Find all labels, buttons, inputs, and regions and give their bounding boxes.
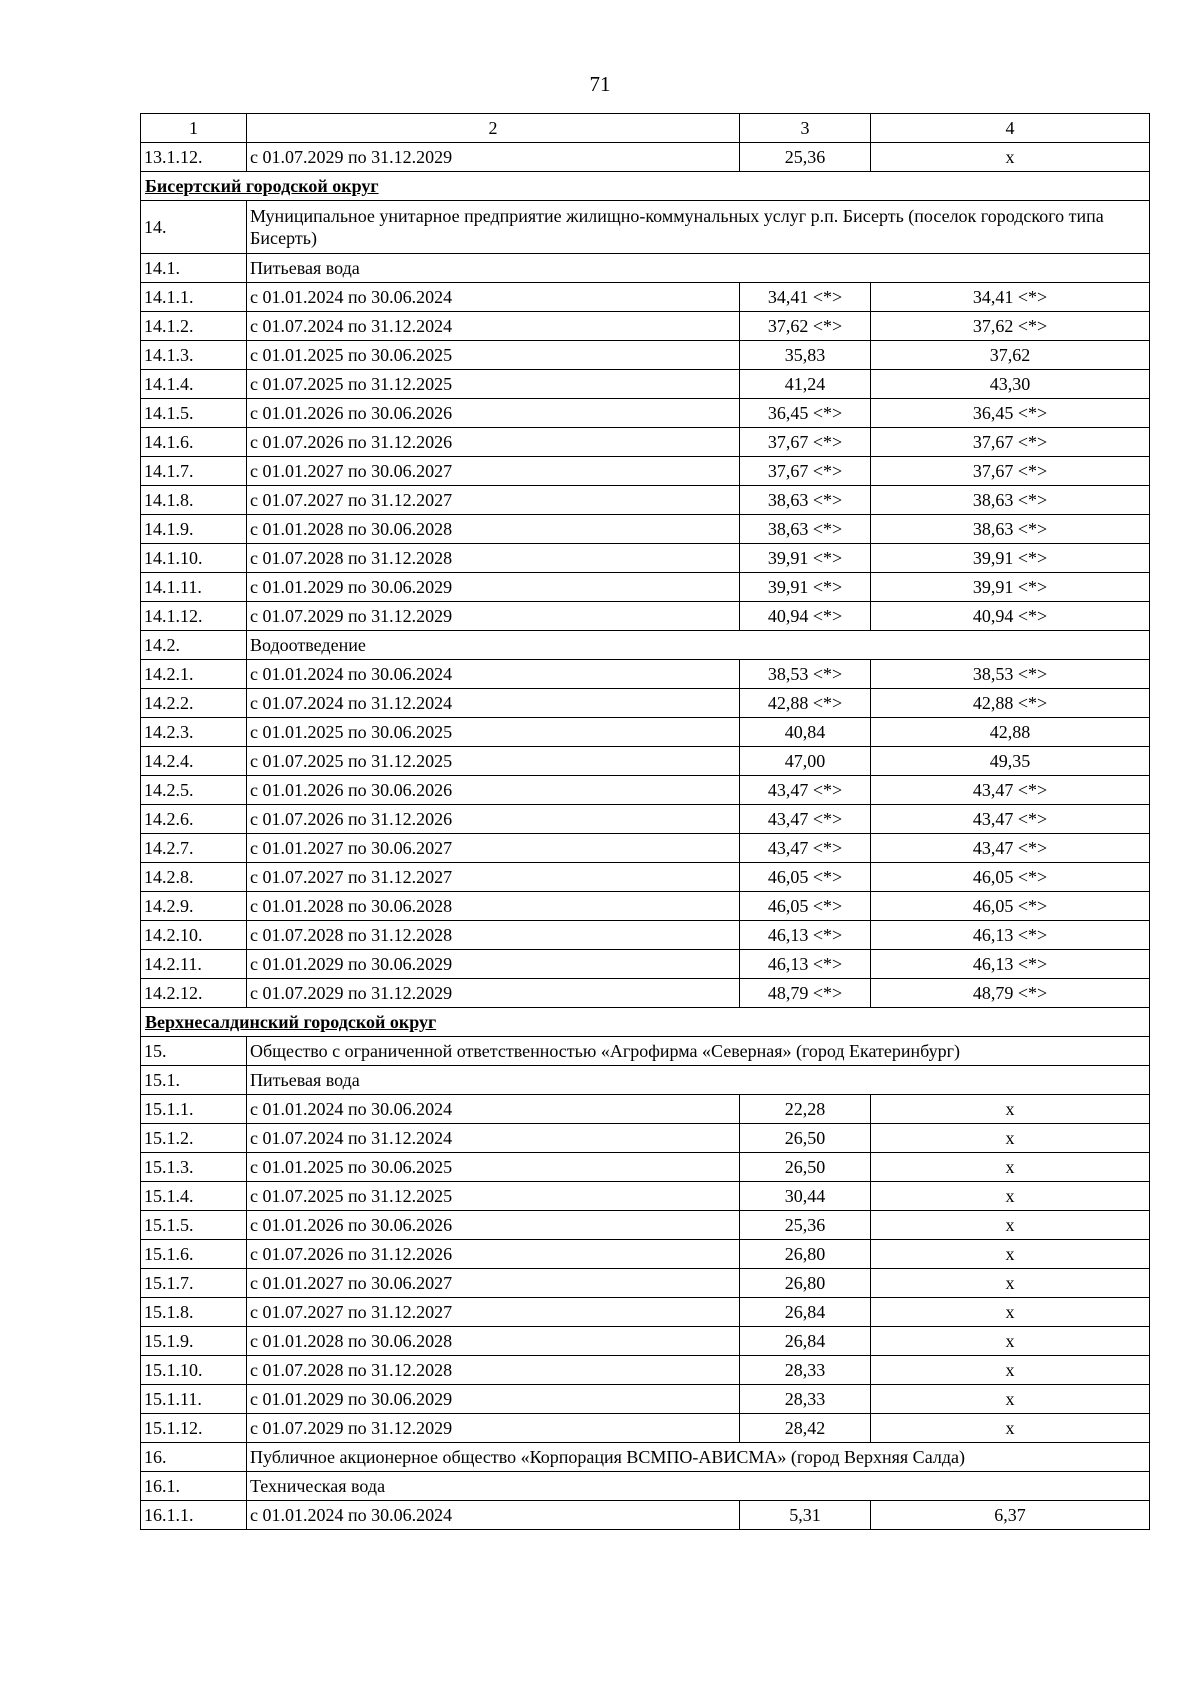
period-cell: с 01.01.2027 по 30.06.2027 bbox=[247, 1269, 740, 1298]
value-cell-col4: х bbox=[871, 1327, 1150, 1356]
row-number: 14.2.4. bbox=[141, 747, 247, 776]
value-cell-col3: 26,50 bbox=[740, 1153, 871, 1182]
value-cell-col3: 34,41 <*> bbox=[740, 283, 871, 312]
period-cell: с 01.07.2027 по 31.12.2027 bbox=[247, 863, 740, 892]
row-number: 14.1.11. bbox=[141, 573, 247, 602]
period-cell: с 01.01.2025 по 30.06.2025 bbox=[247, 718, 740, 747]
value-cell-col3: 28,33 bbox=[740, 1356, 871, 1385]
row-number: 14.2.8. bbox=[141, 863, 247, 892]
value-cell-col4: 43,47 <*> bbox=[871, 776, 1150, 805]
period-cell: с 01.01.2025 по 30.06.2025 bbox=[247, 1153, 740, 1182]
value-cell-col3: 36,45 <*> bbox=[740, 399, 871, 428]
value-cell-col4: х bbox=[871, 1124, 1150, 1153]
value-cell-col4: х bbox=[871, 1298, 1150, 1327]
row-number: 14.2.5. bbox=[141, 776, 247, 805]
period-cell: с 01.07.2024 по 31.12.2024 bbox=[247, 1124, 740, 1153]
subheading-text: Общество с ограниченной ответственностью «Агрофирма «Северная» (город Екатеринбург) bbox=[247, 1037, 1150, 1066]
table-row bbox=[141, 399, 1150, 428]
section-row bbox=[141, 172, 1150, 201]
period-cell: с 01.01.2029 по 30.06.2029 bbox=[247, 573, 740, 602]
value-cell-col4: 38,63 <*> bbox=[871, 515, 1150, 544]
row-number: 14.2.6. bbox=[141, 805, 247, 834]
period-cell: с 01.07.2029 по 31.12.2029 bbox=[247, 979, 740, 1008]
period-cell: с 01.01.2026 по 30.06.2026 bbox=[247, 399, 740, 428]
row-number: 15.1.8. bbox=[141, 1298, 247, 1327]
row-number: 16. bbox=[141, 1443, 247, 1472]
table-row bbox=[141, 1095, 1150, 1124]
subheading-row bbox=[141, 1066, 1150, 1095]
table-row bbox=[141, 1182, 1150, 1211]
row-number: 15.1.4. bbox=[141, 1182, 247, 1211]
subheading-row bbox=[141, 254, 1150, 283]
value-cell-col4: 43,47 <*> bbox=[871, 834, 1150, 863]
value-cell-col3: 39,91 <*> bbox=[740, 544, 871, 573]
table-row bbox=[141, 370, 1150, 399]
row-number: 14.2.10. bbox=[141, 921, 247, 950]
value-cell-col4: 42,88 bbox=[871, 718, 1150, 747]
section-title: Бисертский городской округ bbox=[141, 172, 1150, 201]
value-cell-col4: 49,35 bbox=[871, 747, 1150, 776]
organization-name: Муниципальное унитарное предприятие жилищно-коммунальных услуг р.п. Бисерть (поселок городского типа Бисерть) bbox=[247, 201, 1150, 254]
row-number: 14.1.8. bbox=[141, 486, 247, 515]
value-cell-col3: 5,31 bbox=[740, 1501, 871, 1530]
table-row bbox=[141, 1240, 1150, 1269]
value-cell-col3: 42,88 <*> bbox=[740, 689, 871, 718]
value-cell-col3: 46,13 <*> bbox=[740, 921, 871, 950]
value-cell-col4: х bbox=[871, 1240, 1150, 1269]
value-cell-col3: 26,50 bbox=[740, 1124, 871, 1153]
row-number: 14.1.7. bbox=[141, 457, 247, 486]
row-number: 15.1.3. bbox=[141, 1153, 247, 1182]
period-cell: с 01.01.2028 по 30.06.2028 bbox=[247, 1327, 740, 1356]
value-cell-col4: х bbox=[871, 1414, 1150, 1443]
header-cell-2: 2 bbox=[247, 114, 740, 143]
value-cell-col4: 46,05 <*> bbox=[871, 892, 1150, 921]
row-number: 15.1.5. bbox=[141, 1211, 247, 1240]
subheading-row bbox=[141, 1472, 1150, 1501]
table-row bbox=[141, 515, 1150, 544]
table-row bbox=[141, 1414, 1150, 1443]
table-row bbox=[141, 1269, 1150, 1298]
period-cell: с 01.01.2028 по 30.06.2028 bbox=[247, 892, 740, 921]
value-cell-col3: 28,33 bbox=[740, 1385, 871, 1414]
value-cell-col4: х bbox=[871, 1269, 1150, 1298]
period-cell: с 01.01.2028 по 30.06.2028 bbox=[247, 515, 740, 544]
row-number: 14.2. bbox=[141, 631, 247, 660]
organization-row bbox=[141, 201, 1150, 254]
value-cell-col4: х bbox=[871, 1095, 1150, 1124]
tariff-table bbox=[140, 113, 1150, 1530]
table-row bbox=[141, 660, 1150, 689]
period-cell: с 01.01.2024 по 30.06.2024 bbox=[247, 1095, 740, 1124]
period-cell: с 01.01.2024 по 30.06.2024 bbox=[247, 283, 740, 312]
value-cell-col3: 26,80 bbox=[740, 1240, 871, 1269]
value-cell-col4: 39,91 <*> bbox=[871, 573, 1150, 602]
subheading-text: Техническая вода bbox=[247, 1472, 1150, 1501]
value-cell-col4: 46,13 <*> bbox=[871, 921, 1150, 950]
value-cell-col4: 37,62 <*> bbox=[871, 312, 1150, 341]
value-cell-col4: х bbox=[871, 1356, 1150, 1385]
row-number: 14.1.6. bbox=[141, 428, 247, 457]
value-cell-col4: х bbox=[871, 1385, 1150, 1414]
row-number: 15.1.6. bbox=[141, 1240, 247, 1269]
value-cell-col3: 26,84 bbox=[740, 1327, 871, 1356]
period-cell: с 01.07.2025 по 31.12.2025 bbox=[247, 1182, 740, 1211]
period-cell: с 01.07.2027 по 31.12.2027 bbox=[247, 1298, 740, 1327]
period-cell: с 01.07.2024 по 31.12.2024 bbox=[247, 312, 740, 341]
row-number: 16.1.1. bbox=[141, 1501, 247, 1530]
row-number: 14.1.1. bbox=[141, 283, 247, 312]
value-cell-col4: 36,45 <*> bbox=[871, 399, 1150, 428]
subheading-text: Питьевая вода bbox=[247, 254, 1150, 283]
table-row bbox=[141, 544, 1150, 573]
value-cell-col4: 46,05 <*> bbox=[871, 863, 1150, 892]
value-cell-col3: 25,36 bbox=[740, 1211, 871, 1240]
period-cell: с 01.01.2029 по 30.06.2029 bbox=[247, 1385, 740, 1414]
value-cell-col3: 46,05 <*> bbox=[740, 863, 871, 892]
table-row bbox=[141, 457, 1150, 486]
row-number: 13.1.12. bbox=[141, 143, 247, 172]
row-number: 14.2.1. bbox=[141, 660, 247, 689]
period-cell: с 01.01.2026 по 30.06.2026 bbox=[247, 776, 740, 805]
subheading-text: Питьевая вода bbox=[247, 1066, 1150, 1095]
row-number: 14.2.7. bbox=[141, 834, 247, 863]
row-number: 15.1.10. bbox=[141, 1356, 247, 1385]
value-cell-col4: 43,30 bbox=[871, 370, 1150, 399]
value-cell-col3: 48,79 <*> bbox=[740, 979, 871, 1008]
row-number: 14.2.11. bbox=[141, 950, 247, 979]
table-row bbox=[141, 979, 1150, 1008]
row-number: 14.1.4. bbox=[141, 370, 247, 399]
value-cell-col3: 37,67 <*> bbox=[740, 457, 871, 486]
row-number: 14.1.9. bbox=[141, 515, 247, 544]
table-row bbox=[141, 689, 1150, 718]
row-number: 14.1.10. bbox=[141, 544, 247, 573]
value-cell-col4: 34,41 <*> bbox=[871, 283, 1150, 312]
period-cell: с 01.01.2029 по 30.06.2029 bbox=[247, 950, 740, 979]
value-cell-col3: 38,63 <*> bbox=[740, 486, 871, 515]
value-cell-col4: 40,94 <*> bbox=[871, 602, 1150, 631]
period-cell: с 01.07.2028 по 31.12.2028 bbox=[247, 544, 740, 573]
value-cell-col3: 37,62 <*> bbox=[740, 312, 871, 341]
table-body bbox=[141, 114, 1150, 1530]
period-cell: с 01.01.2026 по 30.06.2026 bbox=[247, 1211, 740, 1240]
row-number: 15.1.9. bbox=[141, 1327, 247, 1356]
value-cell-col3: 25,36 bbox=[740, 143, 871, 172]
value-cell-col3: 41,24 bbox=[740, 370, 871, 399]
value-cell-col3: 38,63 <*> bbox=[740, 515, 871, 544]
value-cell-col3: 37,67 <*> bbox=[740, 428, 871, 457]
period-cell: с 01.07.2025 по 31.12.2025 bbox=[247, 370, 740, 399]
table-row bbox=[141, 428, 1150, 457]
value-cell-col4: 38,53 <*> bbox=[871, 660, 1150, 689]
table-row bbox=[141, 1124, 1150, 1153]
table-row bbox=[141, 341, 1150, 370]
period-cell: с 01.07.2025 по 31.12.2025 bbox=[247, 747, 740, 776]
table-row bbox=[141, 834, 1150, 863]
page-number: 71 bbox=[589, 72, 611, 96]
table-row bbox=[141, 1327, 1150, 1356]
subheading-row bbox=[141, 1037, 1150, 1066]
value-cell-col4: х bbox=[871, 143, 1150, 172]
value-cell-col4: 6,37 bbox=[871, 1501, 1150, 1530]
value-cell-col4: 42,88 <*> bbox=[871, 689, 1150, 718]
subheading-row bbox=[141, 631, 1150, 660]
period-cell: с 01.07.2029 по 31.12.2029 bbox=[247, 1414, 740, 1443]
value-cell-col4: х bbox=[871, 1182, 1150, 1211]
value-cell-col3: 40,84 bbox=[740, 718, 871, 747]
header-cell-1: 1 bbox=[141, 114, 247, 143]
table-row bbox=[141, 1501, 1150, 1530]
row-number: 14.1.5. bbox=[141, 399, 247, 428]
table-row bbox=[141, 283, 1150, 312]
table-row bbox=[141, 863, 1150, 892]
row-number: 14. bbox=[141, 201, 247, 254]
period-cell: с 01.07.2029 по 31.12.2029 bbox=[247, 602, 740, 631]
header-cell-3: 3 bbox=[740, 114, 871, 143]
subheading-text: Публичное акционерное общество «Корпорация ВСМПО-АВИСМА» (город Верхняя Салда) bbox=[247, 1443, 1150, 1472]
row-number: 14.2.3. bbox=[141, 718, 247, 747]
period-cell: с 01.01.2024 по 30.06.2024 bbox=[247, 1501, 740, 1530]
table-row bbox=[141, 1356, 1150, 1385]
value-cell-col3: 26,80 bbox=[740, 1269, 871, 1298]
row-number: 14.2.12. bbox=[141, 979, 247, 1008]
period-cell: с 01.01.2024 по 30.06.2024 bbox=[247, 660, 740, 689]
value-cell-col3: 30,44 bbox=[740, 1182, 871, 1211]
value-cell-col3: 43,47 <*> bbox=[740, 776, 871, 805]
row-number: 15.1.2. bbox=[141, 1124, 247, 1153]
table-row bbox=[141, 892, 1150, 921]
value-cell-col3: 46,05 <*> bbox=[740, 892, 871, 921]
value-cell-col4: х bbox=[871, 1211, 1150, 1240]
value-cell-col4: 37,67 <*> bbox=[871, 428, 1150, 457]
row-number: 14.2.9. bbox=[141, 892, 247, 921]
table-row bbox=[141, 1211, 1150, 1240]
table-row bbox=[141, 486, 1150, 515]
row-number: 16.1. bbox=[141, 1472, 247, 1501]
value-cell-col3: 39,91 <*> bbox=[740, 573, 871, 602]
subheading-text: Водоотведение bbox=[247, 631, 1150, 660]
period-cell: с 01.07.2026 по 31.12.2026 bbox=[247, 1240, 740, 1269]
row-number: 15.1.7. bbox=[141, 1269, 247, 1298]
section-title: Верхнесалдинский городской округ bbox=[141, 1008, 1150, 1037]
value-cell-col4: 37,67 <*> bbox=[871, 457, 1150, 486]
value-cell-col4: 48,79 <*> bbox=[871, 979, 1150, 1008]
row-number: 14.1. bbox=[141, 254, 247, 283]
value-cell-col3: 35,83 bbox=[740, 341, 871, 370]
header-row bbox=[141, 114, 1150, 143]
value-cell-col3: 38,53 <*> bbox=[740, 660, 871, 689]
period-cell: с 01.07.2028 по 31.12.2028 bbox=[247, 921, 740, 950]
table-row bbox=[141, 1385, 1150, 1414]
period-cell: с 01.01.2027 по 30.06.2027 bbox=[247, 457, 740, 486]
table-row bbox=[141, 805, 1150, 834]
row-number: 15.1.1. bbox=[141, 1095, 247, 1124]
period-cell: с 01.01.2025 по 30.06.2025 bbox=[247, 341, 740, 370]
table-row bbox=[141, 718, 1150, 747]
value-cell-col3: 43,47 <*> bbox=[740, 805, 871, 834]
header-cell-4: 4 bbox=[871, 114, 1150, 143]
value-cell-col4: 39,91 <*> bbox=[871, 544, 1150, 573]
table-row bbox=[141, 143, 1150, 172]
row-number: 14.2.2. bbox=[141, 689, 247, 718]
table-row bbox=[141, 602, 1150, 631]
table-row bbox=[141, 312, 1150, 341]
row-number: 14.1.3. bbox=[141, 341, 247, 370]
period-cell: с 01.07.2026 по 31.12.2026 bbox=[247, 805, 740, 834]
period-cell: с 01.07.2024 по 31.12.2024 bbox=[247, 689, 740, 718]
row-number: 15. bbox=[141, 1037, 247, 1066]
table-row bbox=[141, 776, 1150, 805]
value-cell-col3: 46,13 <*> bbox=[740, 950, 871, 979]
row-number: 15.1.11. bbox=[141, 1385, 247, 1414]
section-row bbox=[141, 1008, 1150, 1037]
table-row bbox=[141, 573, 1150, 602]
period-cell: с 01.07.2027 по 31.12.2027 bbox=[247, 486, 740, 515]
value-cell-col3: 26,84 bbox=[740, 1298, 871, 1327]
value-cell-col4: 43,47 <*> bbox=[871, 805, 1150, 834]
row-number: 15.1.12. bbox=[141, 1414, 247, 1443]
subheading-row bbox=[141, 1443, 1150, 1472]
table-row bbox=[141, 747, 1150, 776]
table-row bbox=[141, 1298, 1150, 1327]
value-cell-col4: х bbox=[871, 1153, 1150, 1182]
value-cell-col3: 43,47 <*> bbox=[740, 834, 871, 863]
value-cell-col4: 37,62 bbox=[871, 341, 1150, 370]
value-cell-col3: 28,42 bbox=[740, 1414, 871, 1443]
table-row bbox=[141, 921, 1150, 950]
period-cell: с 01.01.2027 по 30.06.2027 bbox=[247, 834, 740, 863]
period-cell: с 01.07.2026 по 31.12.2026 bbox=[247, 428, 740, 457]
table-row bbox=[141, 1153, 1150, 1182]
table-row bbox=[141, 950, 1150, 979]
row-number: 14.1.12. bbox=[141, 602, 247, 631]
period-cell: с 01.07.2028 по 31.12.2028 bbox=[247, 1356, 740, 1385]
value-cell-col4: 38,63 <*> bbox=[871, 486, 1150, 515]
value-cell-col3: 22,28 bbox=[740, 1095, 871, 1124]
row-number: 14.1.2. bbox=[141, 312, 247, 341]
value-cell-col4: 46,13 <*> bbox=[871, 950, 1150, 979]
period-cell: с 01.07.2029 по 31.12.2029 bbox=[247, 143, 740, 172]
value-cell-col3: 47,00 bbox=[740, 747, 871, 776]
value-cell-col3: 40,94 <*> bbox=[740, 602, 871, 631]
row-number: 15.1. bbox=[141, 1066, 247, 1095]
